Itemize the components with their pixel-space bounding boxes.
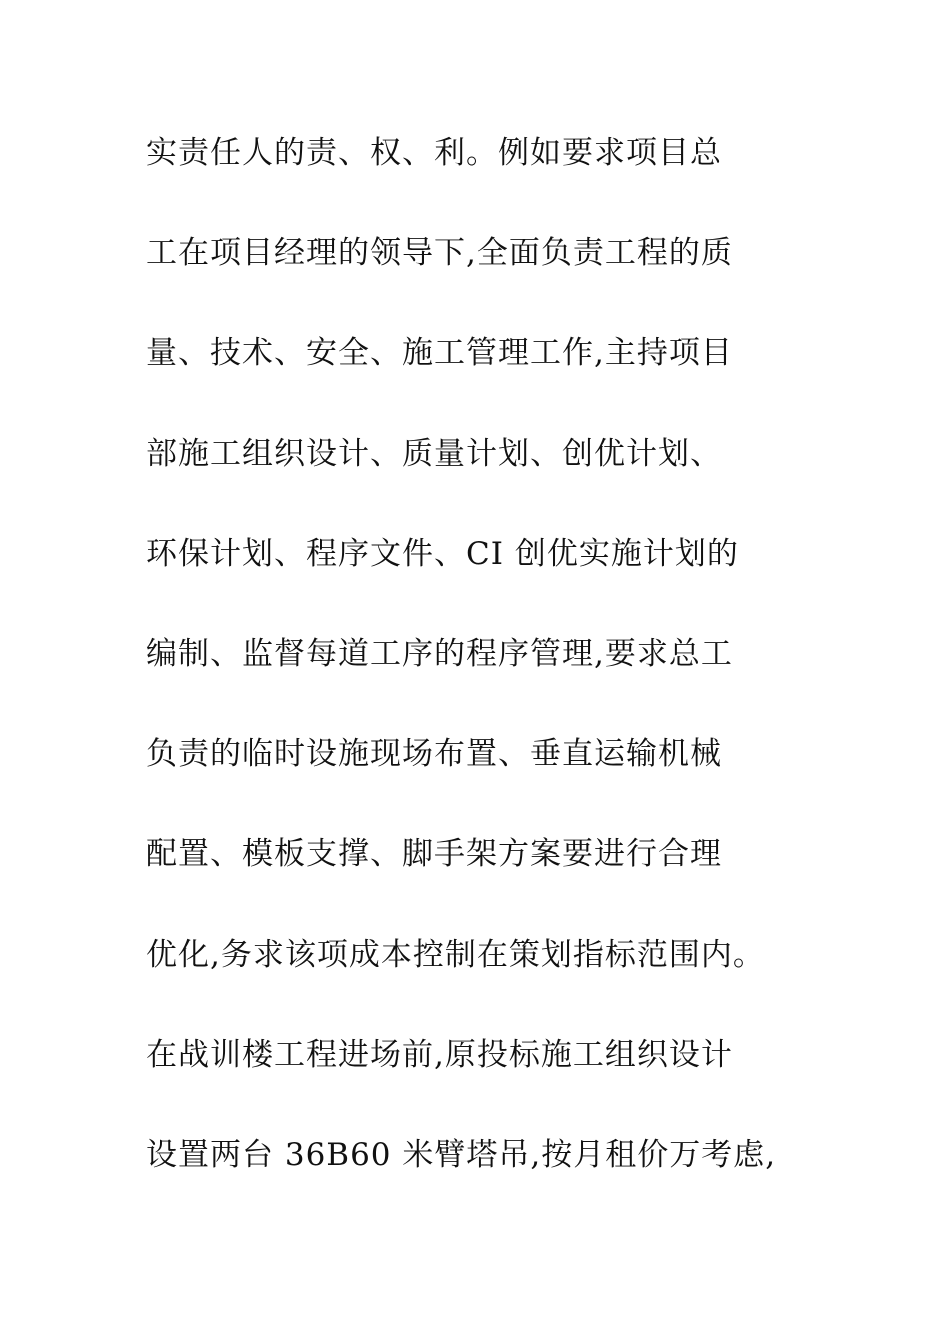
text-line: 部施工组织设计、质量计划、创优计划、 — [146, 435, 722, 472]
text-line: 量、技术、安全、施工管理工作,主持项目 — [146, 335, 733, 372]
text-line: 设置两台 36B60 米臂塔吊,按月租价万考虑, — [146, 1136, 777, 1173]
text-line: 优化,务求该项成本控制在策划指标范围内。 — [146, 936, 765, 973]
text-line: 配置、模板支撑、脚手架方案要进行合理 — [146, 836, 722, 873]
text-line: 环保计划、程序文件、CI 创优实施计划的 — [146, 535, 739, 572]
text-line: 实责任人的责、权、利。例如要求项目总 — [146, 135, 722, 171]
text-line: 在战训楼工程进场前,原投标施工组织设计 — [146, 1036, 733, 1073]
text-line: 工在项目经理的领导下,全面负责工程的质 — [146, 235, 733, 272]
text-line: 负责的临时设施现场布置、垂直运输机械 — [146, 736, 722, 773]
body-text — [146, 128, 936, 1230]
text-line: 编制、监督每道工序的程序管理,要求总工 — [146, 635, 733, 672]
